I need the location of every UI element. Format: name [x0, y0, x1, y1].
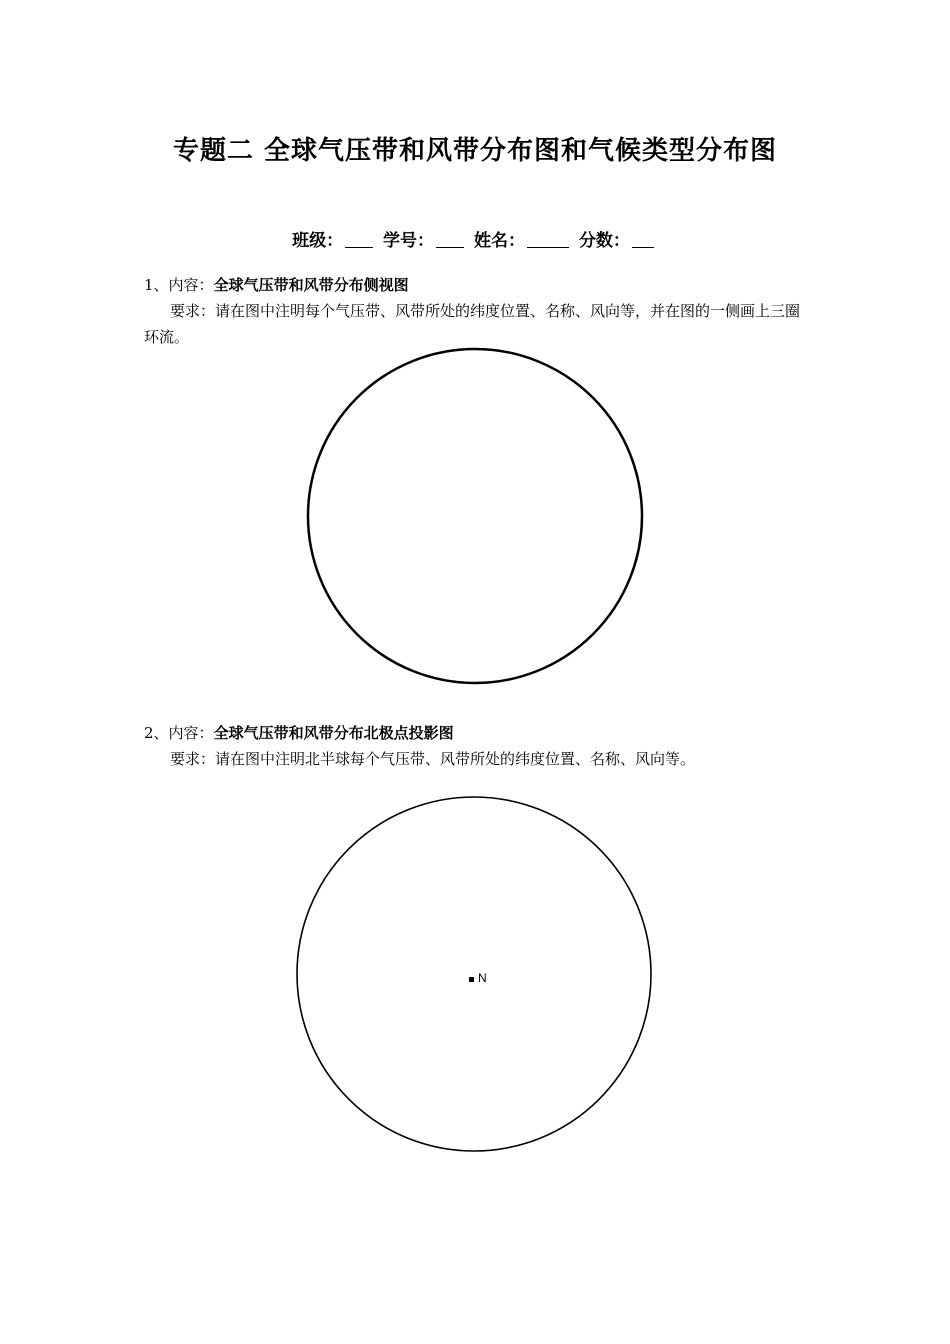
- north-pole-point: [469, 977, 474, 982]
- north-pole-projection-diagram: [290, 790, 660, 1160]
- section-2: [144, 720, 809, 772]
- name-blank[interactable]: [527, 231, 569, 248]
- section-2-number: 2、: [144, 724, 169, 742]
- score-blank[interactable]: [632, 231, 654, 248]
- page-title: 专题二 全球气压带和风带分布图和气候类型分布图: [172, 136, 778, 166]
- section-1-number: 1、: [144, 276, 169, 294]
- section-1-content: 全球气压带和风带分布侧视图: [213, 276, 409, 294]
- score-label: 分数：: [578, 231, 630, 251]
- student-id-blank[interactable]: [436, 231, 464, 248]
- side-view-globe-diagram: [300, 342, 650, 692]
- student-info-line: [0, 226, 950, 251]
- section-2-content: 全球气压带和风带分布北极点投影图: [213, 724, 454, 742]
- section-1-heading: [144, 272, 809, 298]
- section-1-requirement: 要求：请在图中注明每个气压带、风带所处的纬度位置、名称、风向等，并在图的一侧画上三圈环流。: [144, 302, 801, 346]
- side-view-globe-circle: [308, 349, 642, 683]
- section-1: [144, 272, 809, 350]
- name-label: 姓名：: [473, 231, 525, 251]
- section-1-content-label: 内容：: [168, 276, 214, 294]
- section-2-content-label: 内容：: [168, 724, 214, 742]
- section-2-heading: [144, 720, 809, 746]
- class-label: 班级：: [292, 231, 344, 251]
- north-pole-label: N: [478, 971, 487, 985]
- student-id-label: 学号：: [383, 231, 435, 251]
- class-blank[interactable]: [345, 231, 373, 248]
- section-2-requirement: 要求：请在图中注明北半球每个气压带、风带所处的纬度位置、名称、风向等。: [170, 750, 696, 768]
- north-pole-projection-circle: [297, 797, 651, 1151]
